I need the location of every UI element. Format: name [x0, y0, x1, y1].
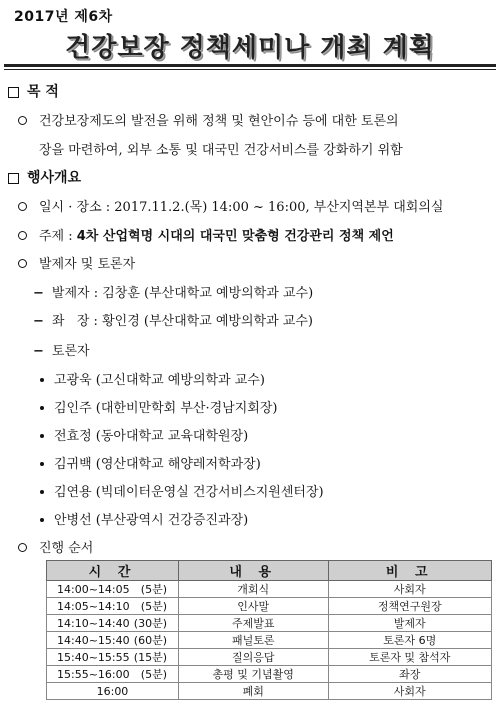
time-range: 14:05~14:10 — [57, 600, 130, 613]
list-item — [40, 481, 324, 500]
note-cell: 토론자 6명 — [328, 632, 492, 649]
panelist-name: 안병선 (부산광역시 건강증진과장) — [54, 513, 249, 528]
panelist-name: 김연용 (빅데이터운영실 건강서비스지원센터장) — [54, 485, 324, 500]
time-range: 15:55~16:00 — [57, 668, 130, 681]
time-range: 14:00~14:05 — [57, 583, 130, 596]
list-item — [40, 453, 261, 472]
datetime-label: 일시 · 장소 : — [39, 200, 115, 215]
participants-label: 발제자 및 토론자 — [39, 257, 136, 272]
overview-order — [18, 537, 93, 556]
purpose-text-1: 건강보장제도의 발전을 위해 정책 및 현안이슈 등에 대한 토론의 — [39, 114, 399, 129]
schedule-table — [46, 560, 492, 700]
purpose-line-1 — [18, 110, 399, 129]
list-item — [40, 397, 277, 416]
section-purpose-label: 목 적 — [27, 84, 59, 100]
time-cell — [47, 598, 179, 615]
column-header-time: 시 간 — [47, 561, 179, 581]
time-cell — [47, 666, 179, 683]
column-header-content: 내 용 — [178, 561, 328, 581]
table-row — [47, 632, 492, 649]
dot-bullet-icon — [40, 462, 44, 466]
time-duration: (5분) — [140, 600, 167, 613]
theme-value: 4차 산업혁명 시대의 대국민 맞춤형 건강관리 정책 제언 — [76, 229, 394, 244]
section-overview-heading — [8, 167, 81, 187]
overview-participants — [18, 253, 135, 272]
panelist-name: 김인주 (대한비만학회 부산·경남지회장) — [54, 401, 278, 416]
dot-bullet-icon — [40, 434, 44, 438]
note-cell: 정책연구원장 — [328, 598, 492, 615]
table-row — [47, 649, 492, 666]
time-cell — [47, 632, 179, 649]
overview-datetime — [18, 196, 443, 215]
list-item — [40, 369, 265, 388]
table-header-row — [47, 561, 492, 581]
column-header-note: 비 고 — [328, 561, 492, 581]
purpose-line-2: 장을 마련하여, 외부 소통 및 대국민 건강서비스를 강화하기 위함 — [39, 143, 403, 158]
content-cell: 총평 및 기념촬영 — [178, 666, 328, 683]
section-overview-label: 행사개요 — [27, 170, 82, 186]
table-row — [47, 615, 492, 632]
list-item — [40, 425, 248, 444]
table-row — [47, 581, 492, 598]
time-cell: 16:00 — [47, 683, 179, 700]
content-cell: 개회식 — [178, 581, 328, 598]
dash-bullet-icon: − — [33, 314, 44, 329]
note-cell: 발제자 — [328, 615, 492, 632]
circle-bullet-icon — [18, 116, 27, 125]
theme-label: 주제 : — [39, 229, 77, 244]
table-row — [47, 683, 492, 700]
content-cell: 주제발표 — [178, 615, 328, 632]
circle-bullet-icon — [18, 202, 27, 211]
content-cell: 질의응답 — [178, 649, 328, 666]
presenter-label: 발제자 : — [51, 286, 103, 301]
document-title: 건강보장 정책세미나 개최 계획 — [65, 33, 435, 63]
circle-bullet-icon — [18, 543, 27, 552]
time-range: 14:40~15:40 — [57, 634, 130, 647]
content-cell: 폐회 — [178, 683, 328, 700]
panelist-name: 고광욱 (고신대학교 예방의학과 교수) — [54, 373, 265, 388]
time-duration: (30분) — [133, 617, 167, 630]
content-cell: 패널토론 — [178, 632, 328, 649]
time-cell — [47, 581, 179, 598]
datetime-value: 2017.11.2.(목) 14:00 ~ 16:00, 부산지역본부 대회의실 — [114, 200, 444, 215]
time-duration: (5분) — [140, 668, 167, 681]
panelist-name: 김귀백 (영산대학교 해양레저학과장) — [54, 457, 261, 472]
presenter-line — [33, 282, 313, 301]
table-row — [47, 666, 492, 683]
note-cell: 사회자 — [328, 581, 492, 598]
panelist-name: 전효정 (동아대학교 교육대학원장) — [54, 429, 249, 444]
chair-value: 황인경 (부산대학교 예방의학과 교수) — [102, 314, 313, 329]
time-cell — [47, 615, 179, 632]
time-cell — [47, 649, 179, 666]
note-cell: 좌장 — [328, 666, 492, 683]
dot-bullet-icon — [40, 490, 44, 494]
chair-label: 좌 장 : — [51, 314, 103, 329]
overview-theme — [18, 225, 394, 244]
note-cell: 토론자 및 참석자 — [328, 649, 492, 666]
time-duration: (15분) — [133, 651, 167, 664]
time-range: 14:10~14:40 — [57, 617, 130, 630]
dot-bullet-icon — [40, 406, 44, 410]
content-cell: 인사말 — [178, 598, 328, 615]
section-purpose-heading — [8, 81, 59, 101]
panel-line — [33, 340, 90, 359]
order-label: 진행 순서 — [39, 541, 94, 556]
title-divider — [4, 64, 496, 70]
circle-bullet-icon — [18, 231, 27, 240]
list-item — [40, 509, 248, 528]
dot-bullet-icon — [40, 378, 44, 382]
chair-line — [33, 310, 313, 329]
time-duration: (5분) — [140, 583, 167, 596]
note-cell: 사회자 — [328, 683, 492, 700]
time-duration: (60분) — [133, 634, 167, 647]
time-range: 15:40~15:55 — [57, 651, 130, 664]
dot-bullet-icon — [40, 518, 44, 522]
checkbox-square-icon — [8, 173, 19, 184]
table-row — [47, 598, 492, 615]
dash-bullet-icon: − — [33, 286, 44, 301]
dash-bullet-icon: − — [33, 344, 44, 359]
circle-bullet-icon — [18, 259, 27, 268]
panel-label: 토론자 — [51, 344, 90, 359]
presenter-value: 김창훈 (부산대학교 예방의학과 교수) — [102, 286, 314, 301]
checkbox-square-icon — [8, 87, 19, 98]
document-subtitle: 2017년 제6차 — [14, 9, 113, 25]
